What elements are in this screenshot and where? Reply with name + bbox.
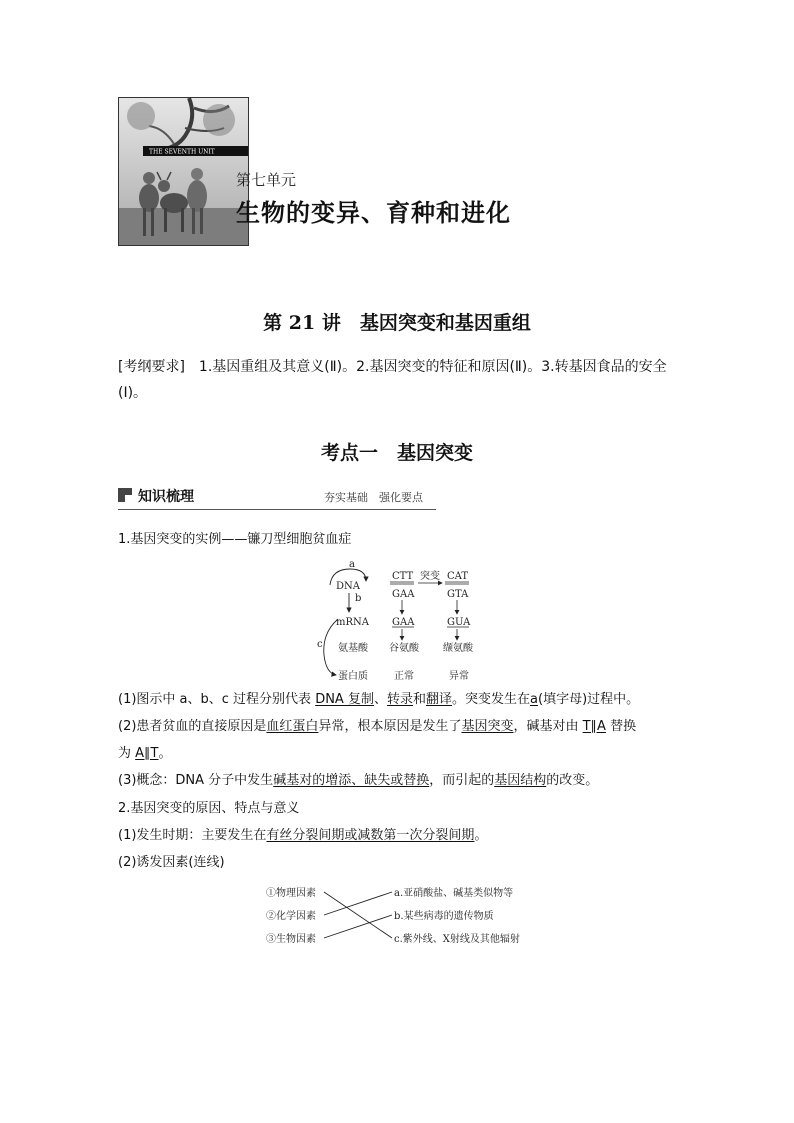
unit-title: 生物的变异、育种和进化 <box>236 199 511 227</box>
paragraph-2-continued: 为 A∥T。 <box>118 746 172 761</box>
match-line-3b <box>324 915 392 938</box>
unit-label: 第七单元 <box>236 171 297 189</box>
mutant-amino-acid: 缬氨酸 <box>443 643 473 654</box>
paragraph-3: (3)概念：DNA 分子中发生碱基对的增添、缺失或替换，而引起的基因结构的改变。 <box>118 773 599 788</box>
normal-amino-acid: 谷氨酸 <box>389 643 419 654</box>
knowledge-bar <box>118 485 436 510</box>
match-line-1c <box>324 892 392 938</box>
mutant-mrna: GUA <box>447 617 471 628</box>
label-dna: DNA <box>336 581 360 592</box>
lecture-title: 第 21 讲 基因突变和基因重组 <box>263 312 531 334</box>
right-item-a: a.亚硝酸盐、碱基类似物等 <box>394 888 514 899</box>
label-b: b <box>355 593 362 604</box>
paragraph-2: (2)患者贫血的直接原因是血红蛋白异常，根本原因是发生了基因突变，碱基对由 T∥A 替换 <box>118 719 637 734</box>
normal-mrna: GAA <box>392 617 415 628</box>
square-icon <box>118 488 132 502</box>
heading-1: 1.基因突变的实例——镰刀型细胞贫血症 <box>118 532 352 547</box>
right-item-b: b.某些病毒的遗传物质 <box>394 911 494 922</box>
normal-protein: 正常 <box>394 671 414 682</box>
matching-diagram <box>262 880 552 952</box>
paragraph-1: (1)图示中 a、b、c 过程分别代表 DNA 复制、转录和翻译。突变发生在a(填字母)过程中。 <box>118 692 640 707</box>
paragraph-4: (1)发生时期：主要发生在有丝分裂间期或减数第一次分裂间期。 <box>118 828 488 843</box>
heading-2: 2.基因突变的原因、特点与意义 <box>118 801 300 816</box>
normal-dna-top: CTT <box>392 571 414 582</box>
mutant-dna-bottom: GTA <box>447 589 469 600</box>
syllabus-requirements-line1: [考纲要求] 1.基因重组及其意义(Ⅱ)。2.基因突变的特征和原因(Ⅱ)。3.转基因食品的安全 <box>118 359 667 375</box>
deer-photo <box>119 98 248 245</box>
cover-caption: THE SEVENTH UNIT <box>149 148 215 156</box>
match-line-2a <box>324 892 392 915</box>
label-protein: 蛋白质 <box>338 671 368 682</box>
unit-cover-image <box>118 97 249 246</box>
mutation-label: 突变 <box>420 571 440 582</box>
label-c: c <box>317 639 323 650</box>
label-mrna: mRNA <box>336 617 369 628</box>
label-amino-acid: 氨基酸 <box>338 643 368 654</box>
mutant-protein: 异常 <box>449 671 469 682</box>
left-item-3: ③生物因素 <box>266 934 316 945</box>
knowledge-bar-title: 知识梳理 <box>138 489 194 505</box>
label-a: a <box>349 559 355 570</box>
right-item-c: c.紫外线、X射线及其他辐射 <box>394 934 520 945</box>
left-item-2: ②化学因素 <box>266 911 316 922</box>
mutant-dna-top: CAT <box>447 571 468 582</box>
paragraph-5: (2)诱发因素(连线) <box>118 855 225 870</box>
normal-dna-bottom: GAA <box>392 589 415 600</box>
syllabus-requirements-line2: (Ⅰ)。 <box>118 385 148 401</box>
sickle-cell-diagram <box>300 555 500 685</box>
section-title: 考点一 基因突变 <box>320 442 473 464</box>
left-item-1: ①物理因素 <box>266 888 316 899</box>
knowledge-bar-subtitle: 夯实基础 强化要点 <box>324 491 423 504</box>
